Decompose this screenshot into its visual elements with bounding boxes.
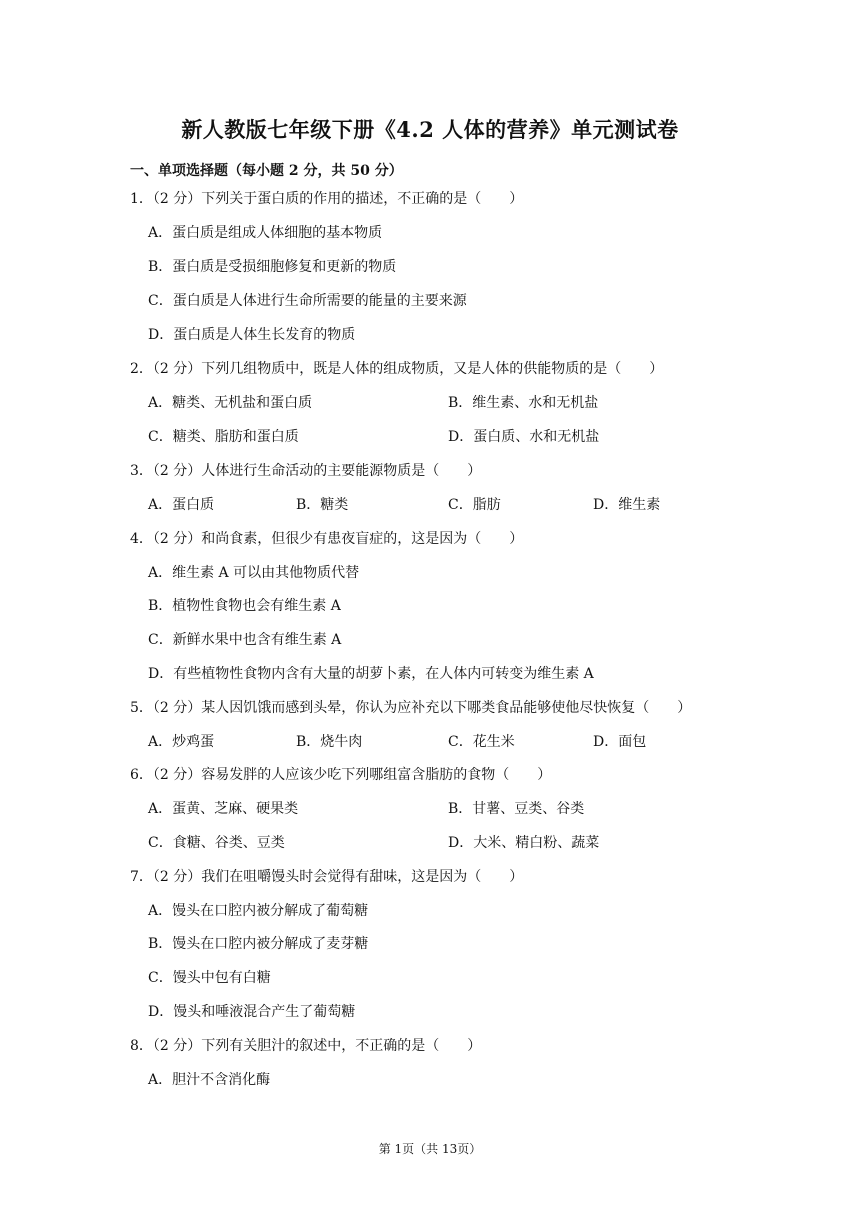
page-title: 新人教版七年级下册《4.2 人体的营养》单元测试卷: [181, 117, 679, 142]
question-8-option-a: A．胆汁不含消化酶: [148, 1072, 271, 1088]
question-5-option-d: D．面包: [593, 734, 647, 750]
question-1-option-d: D．蛋白质是人体生长发育的物质: [148, 327, 356, 343]
question-7-stem: 7．（2 分）我们在咀嚼馒头时会觉得有甜味，这是因为（ ）: [130, 869, 524, 885]
question-5-stem: 5．（2 分）某人因饥饿而感到头晕，你认为应补充以下哪类食品能够使他尽快恢复（ ）: [130, 700, 692, 716]
question-7-option-c: C．馒头中包有白糖: [148, 970, 271, 986]
question-2-stem: 2．（2 分）下列几组物质中，既是人体的组成物质，又是人体的供能物质的是（ ）: [130, 361, 664, 377]
question-4-option-c: C．新鲜水果中也含有维生素 A: [148, 632, 342, 648]
question-1-option-c: C．蛋白质是人体进行生命所需要的能量的主要来源: [148, 293, 467, 309]
page-footer: 第 1页（共 13页）: [378, 1142, 482, 1156]
question-1-option-b: B．蛋白质是受损细胞修复和更新的物质: [148, 259, 397, 275]
question-5-option-b: B．烧牛肉: [296, 734, 363, 750]
question-3-option-c: C．脂肪: [448, 497, 501, 513]
question-6-option-c: C．食糖、谷类、豆类: [148, 835, 285, 851]
question-2-option-d: D．蛋白质、水和无机盐: [448, 429, 600, 445]
question-4-option-a: A．维生素 A 可以由其他物质代替: [148, 565, 360, 581]
question-2-option-b: B．维生素、水和无机盐: [448, 395, 599, 411]
question-1-option-a: A．蛋白质是组成人体细胞的基本物质: [148, 225, 383, 241]
question-3-option-b: B．糖类: [296, 497, 349, 513]
section-heading: 一、单项选择题（每小题 2 分，共 50 分）: [130, 163, 403, 179]
question-6-option-b: B．甘薯、豆类、谷类: [448, 801, 585, 817]
question-6-stem: 6．（2 分）容易发胖的人应该少吃下列哪组富含脂肪的食物（ ）: [130, 767, 552, 783]
question-6-option-d: D．大米、精白粉、蔬菜: [448, 835, 600, 851]
question-2-option-a: A．糖类、无机盐和蛋白质: [148, 395, 313, 411]
question-2-option-c: C．糖类、脂肪和蛋白质: [148, 429, 299, 445]
question-7-option-b: B．馒头在口腔内被分解成了麦芽糖: [148, 936, 369, 952]
question-3-option-d: D．维生素: [593, 497, 661, 513]
question-4-stem: 4．（2 分）和尚食素，但很少有患夜盲症的，这是因为（ ）: [130, 531, 524, 547]
question-6-option-a: A．蛋黄、芝麻、硬果类: [148, 801, 299, 817]
question-4-option-b: B．植物性食物也会有维生素 A: [148, 598, 341, 614]
question-3-stem: 3．（2 分）人体进行生命活动的主要能源物质是（ ）: [130, 463, 482, 479]
question-7-option-d: D．馒头和唾液混合产生了葡萄糖: [148, 1004, 356, 1020]
question-1-stem: 1．（2 分）下列关于蛋白质的作用的描述，不正确的是（ ）: [130, 191, 524, 207]
question-5-option-c: C．花生米: [448, 734, 515, 750]
question-7-option-a: A．馒头在口腔内被分解成了葡萄糖: [148, 903, 369, 919]
question-5-option-a: A．炒鸡蛋: [148, 734, 215, 750]
question-8-stem: 8．（2 分）下列有关胆汁的叙述中，不正确的是（ ）: [130, 1038, 482, 1054]
question-3-option-a: A．蛋白质: [148, 497, 215, 513]
question-4-option-d: D．有些植物性食物内含有大量的胡萝卜素，在人体内可转变为维生素 A: [148, 666, 594, 682]
